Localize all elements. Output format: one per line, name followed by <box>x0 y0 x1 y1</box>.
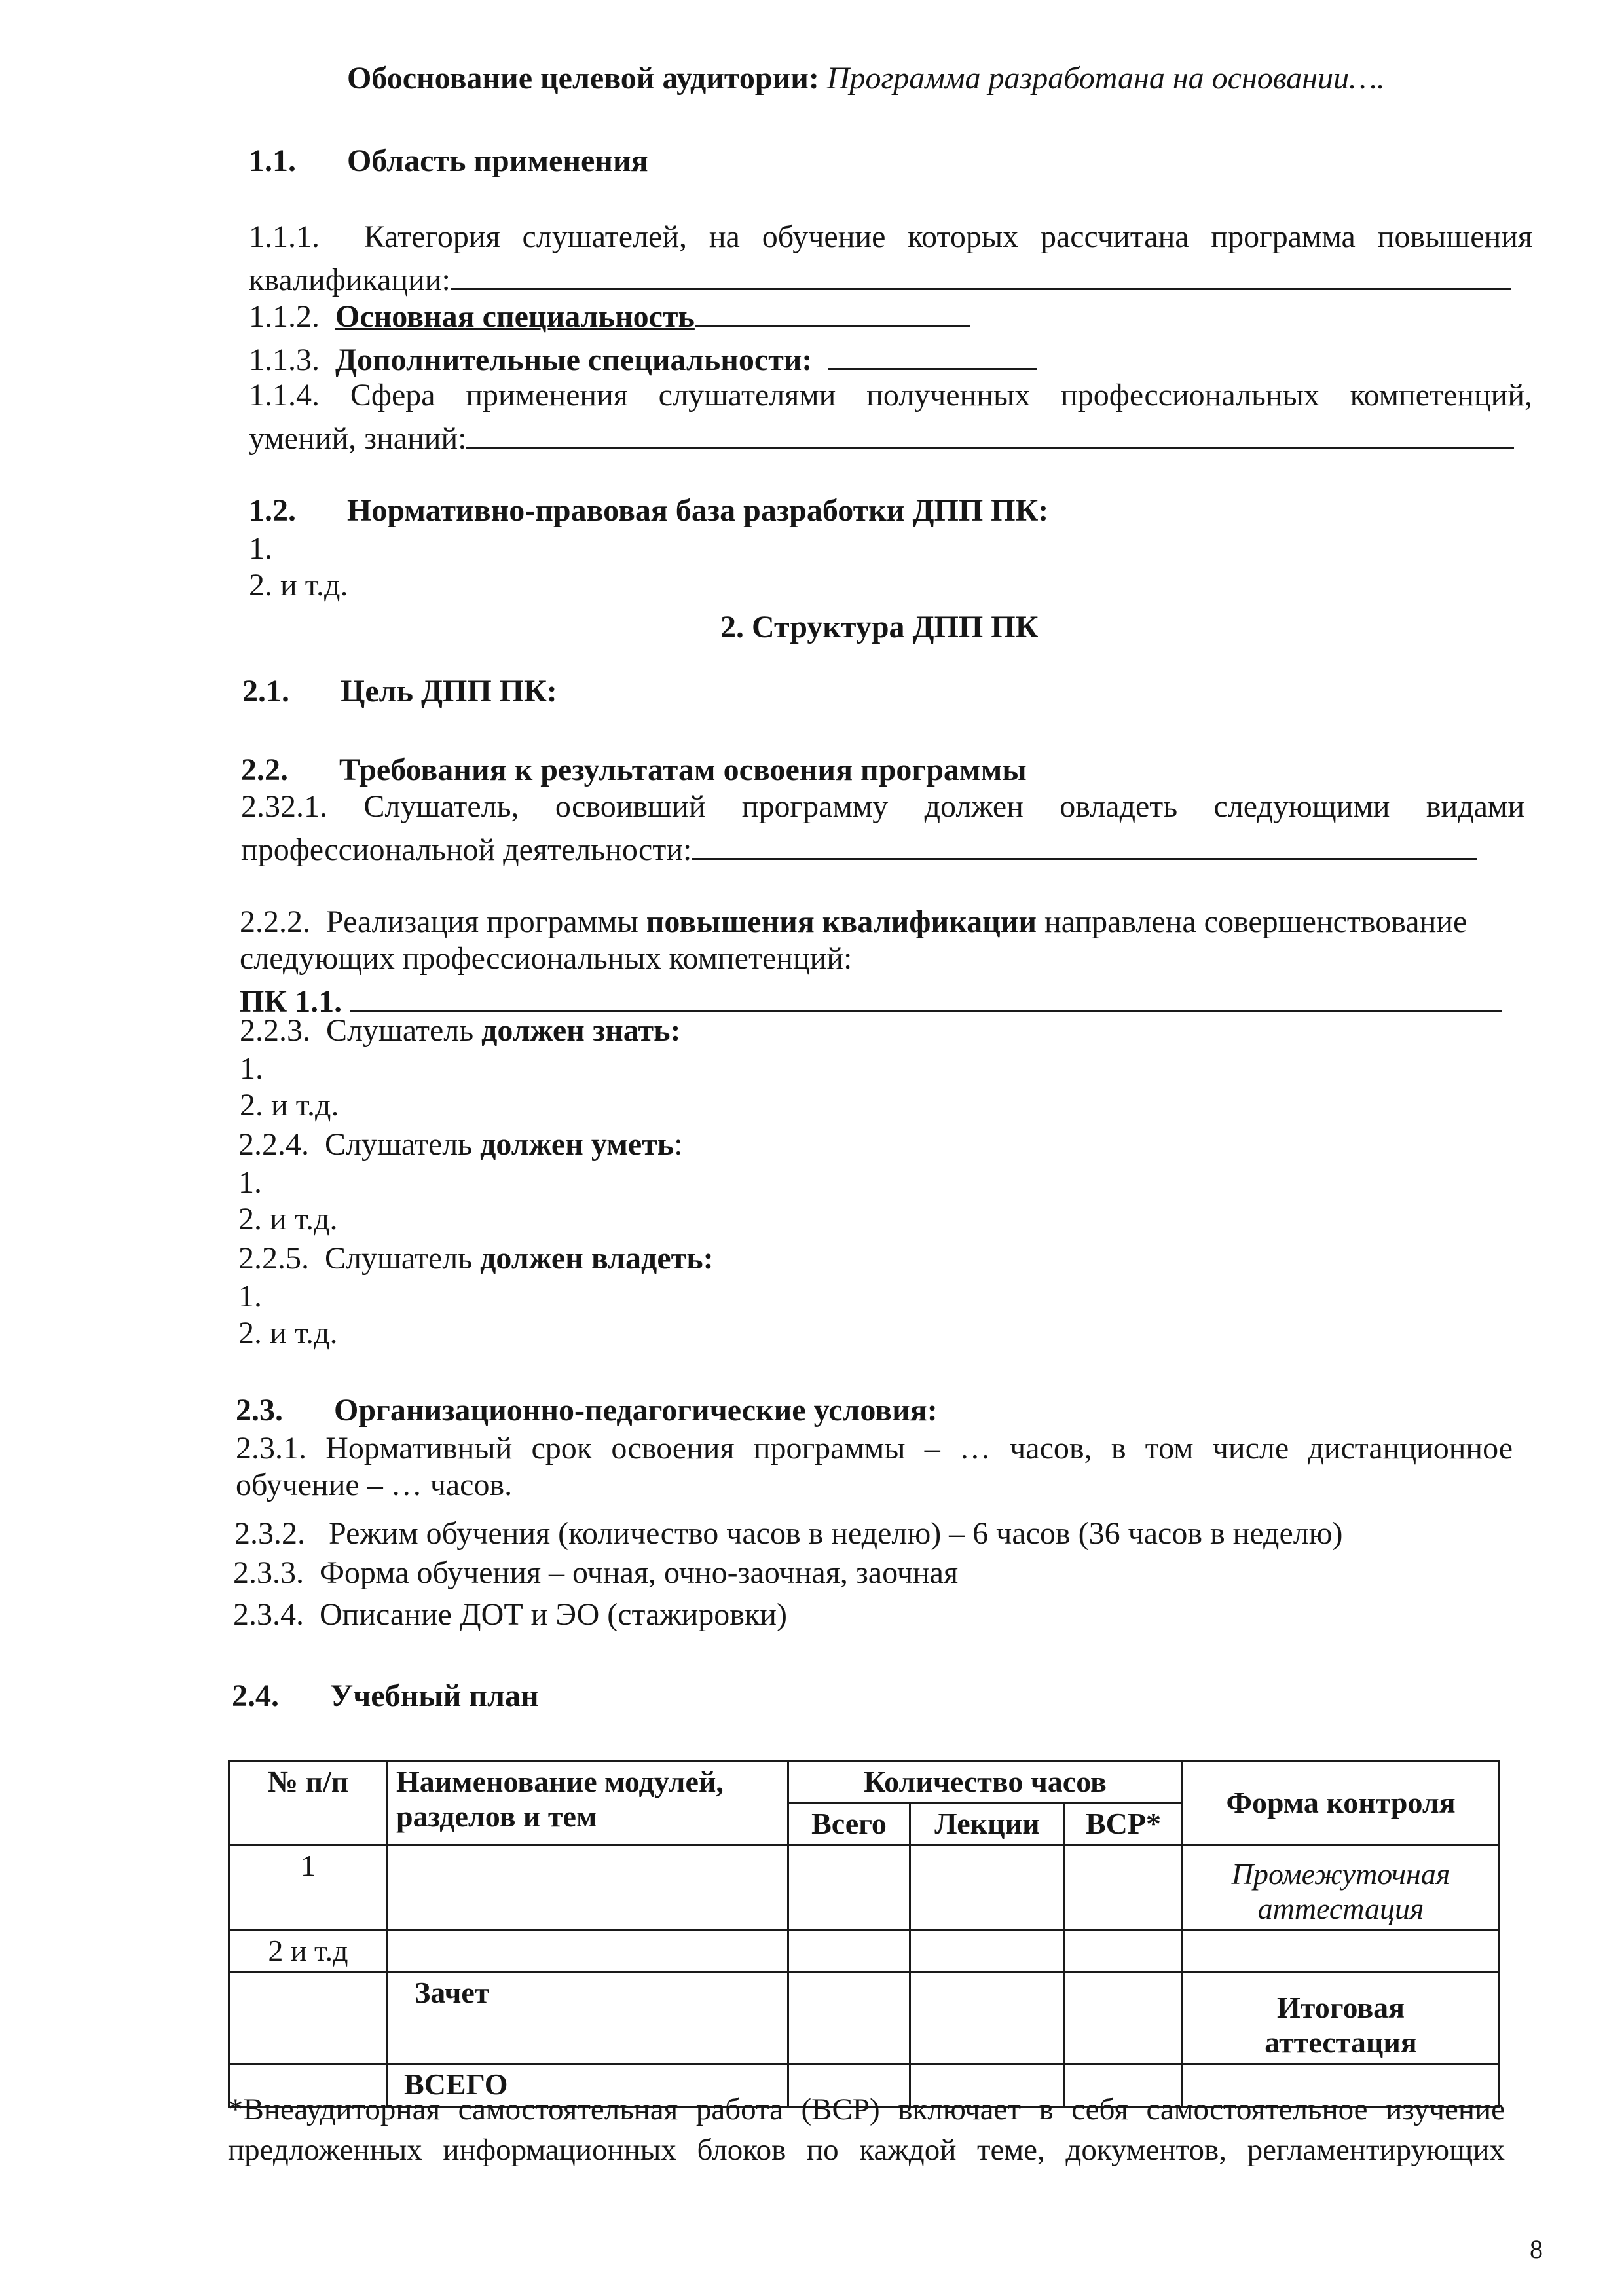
fill-in-line <box>828 335 1037 370</box>
cell-total <box>788 1930 910 1972</box>
fill-in-line <box>466 414 1514 449</box>
item-number: 2.32.1. <box>241 789 327 824</box>
item-number: 2.2.5. <box>238 1241 309 1276</box>
list-item: 2. и т.д. <box>238 1316 338 1350</box>
item-number: 2.2.3. <box>240 1013 310 1048</box>
item-2-2-5 <box>238 1240 714 1276</box>
section-number: 2.2. <box>241 752 288 787</box>
cell-lectures <box>910 1845 1065 1930</box>
justification-label: Обоснование целевой аудитории: <box>347 61 819 96</box>
item-text: Слушатель, освоивший программу должен овладеть следующими видами <box>363 789 1525 824</box>
cell-control-form <box>1183 1845 1500 1930</box>
item-text: Реализация программы <box>326 904 646 939</box>
cell-vsr <box>1065 1972 1183 2064</box>
item-text: Режим обучения (количество часов в неделю) – 6 часов (36 часов в неделю) <box>329 1516 1343 1551</box>
cell-control-line: аттестация <box>1264 2025 1417 2059</box>
cell-vsr <box>1065 1930 1183 1972</box>
curriculum-table <box>228 1760 1500 2108</box>
section-title: Цель ДПП ПК: <box>341 674 557 709</box>
item-text: Слушатель <box>326 1013 482 1048</box>
section-1-2-heading <box>249 492 1048 528</box>
cell-control-line: Промежуточная <box>1231 1857 1450 1891</box>
item-text: Слушатель <box>325 1127 481 1162</box>
item-number: 1.1.4. <box>249 378 320 413</box>
item-number: 1.1.3. <box>249 343 320 377</box>
fill-in-line <box>692 825 1477 860</box>
item-number: 2.2.2. <box>240 904 310 939</box>
cell-number <box>229 1972 388 2064</box>
header-lectures: Лекции <box>910 1803 1065 1845</box>
item-text: Нормативный срок освоения программы – … часов, в том числе дистанционное <box>325 1431 1513 1466</box>
item-2-32-1-line1 <box>241 788 1524 824</box>
item-1-1-3 <box>249 335 1037 378</box>
section-title: Требования к результатам освоения программы <box>339 752 1027 787</box>
item-text: Слушатель <box>325 1241 481 1276</box>
cell-number: 1 <box>229 1845 388 1930</box>
cell-control-line: аттестация <box>1257 1891 1424 1925</box>
item-2-3-2 <box>234 1515 1343 1551</box>
header-hours: Количество часов <box>788 1762 1183 1804</box>
item-number: 2.2.4. <box>238 1127 309 1162</box>
header-name-line: Наименование модулей, <box>396 1765 724 1798</box>
fill-in-line <box>451 255 1511 290</box>
list-item: 2. и т.д. <box>249 568 348 602</box>
target-audience-justification <box>347 60 1385 96</box>
item-text: направлена совершенствование <box>1037 904 1467 939</box>
item-text-bold: должен уметь <box>480 1127 674 1162</box>
list-item: 1. <box>238 1165 262 1200</box>
item-text: умений, знаний: <box>249 421 467 456</box>
list-item: 2. и т.д. <box>238 1202 338 1236</box>
cell-lectures <box>910 1930 1065 1972</box>
section-number: 1.2. <box>249 493 296 528</box>
item-2-2-4 <box>238 1126 683 1162</box>
page-number: 8 <box>1530 2234 1543 2264</box>
section-2-2-heading <box>241 752 1027 788</box>
item-1-1-4-line1 <box>249 377 1532 413</box>
section-number: 2.4. <box>232 1678 279 1713</box>
item-number: 1.1.2. <box>249 299 320 334</box>
section-title: Учебный план <box>330 1678 539 1713</box>
cell-name <box>388 1845 788 1930</box>
section-number: 2.3. <box>236 1393 283 1428</box>
section-2-4-heading <box>232 1678 539 1714</box>
section-title: Нормативно-правовая база разработки ДПП ПК: <box>347 493 1049 528</box>
section-title: Организационно-педагогические условия: <box>334 1393 938 1428</box>
fill-in-line <box>350 977 1502 1012</box>
item-text: профессиональной деятельности: <box>241 832 692 867</box>
item-2-3-3 <box>233 1555 958 1591</box>
table-row <box>229 1845 1500 1930</box>
header-number: № п/п <box>229 1762 388 1845</box>
footnote-line: *Внеаудиторная самостоятельная работа (ВСР) включает в себя самостоятельное изучение <box>228 2092 1505 2126</box>
section-1-1-heading <box>249 143 648 179</box>
section-number: 2.1. <box>242 674 289 709</box>
table-row <box>229 1930 1500 1972</box>
header-control-form: Форма контроля <box>1183 1762 1500 1845</box>
header-name-line: разделов и тем <box>396 1799 597 1833</box>
item-text: Форма обучения – очная, очно-заочная, заочная <box>320 1555 959 1590</box>
footnote-line: предложенных информационных блоков по каждой теме, документов, регламентирующих <box>228 2133 1505 2168</box>
item-text: : <box>674 1127 683 1162</box>
item-1-1-2 <box>249 292 970 335</box>
item-2-2-2-line2: следующих профессиональных компетенций: <box>240 941 853 976</box>
cell-control-form <box>1183 1930 1500 1972</box>
item-2-2-3 <box>240 1012 680 1048</box>
cell-total <box>788 1972 910 2064</box>
cell-name: Зачет <box>388 1972 788 2064</box>
item-number: 2.3.2. <box>234 1516 305 1551</box>
item-1-1-4-line2 <box>249 414 1514 456</box>
competency-code: ПК 1.1. <box>240 984 342 1019</box>
item-number: 1.1.1. <box>249 219 320 254</box>
item-2-3-1-line2: обучение – … часов. <box>236 1468 513 1502</box>
cell-total <box>788 1845 910 1930</box>
cell-name <box>388 1930 788 1972</box>
item-text-bold: должен знать: <box>481 1013 681 1048</box>
item-text: Сфера применения слушателями полученных профессиональных компетенций, <box>350 378 1533 413</box>
item-1-1-1-line1 <box>249 219 1532 255</box>
item-number: 2.3.1. <box>236 1431 306 1466</box>
header-name <box>388 1762 788 1845</box>
cell-vsr <box>1065 1845 1183 1930</box>
item-2-3-1-line1 <box>236 1430 1513 1466</box>
item-text-bold: должен владеть: <box>480 1241 714 1276</box>
fill-in-line <box>695 292 970 327</box>
item-text: Основная специальность <box>335 299 695 334</box>
table-header-row <box>229 1762 1500 1804</box>
item-text: Категория слушателей, на обучение которых рассчитана программа повышения <box>363 219 1532 254</box>
item-2-2-2-line1 <box>240 904 1467 940</box>
cell-control-line: Итоговая <box>1276 1990 1405 2024</box>
section-2-heading: 2. Структура ДПП ПК <box>720 610 1039 644</box>
item-2-3-4 <box>233 1597 787 1633</box>
list-item: 1. <box>238 1279 262 1314</box>
item-text: Дополнительные специальности: <box>335 343 813 377</box>
item-number: 2.3.3. <box>233 1555 304 1590</box>
item-number: 2.3.4. <box>233 1597 304 1632</box>
cell-number: 2 и т.д <box>229 1930 388 1972</box>
table-row <box>229 1972 1500 2064</box>
item-text: Описание ДОТ и ЭО (стажировки) <box>320 1597 787 1632</box>
section-2-3-heading <box>236 1392 938 1428</box>
section-title: Область применения <box>347 143 648 178</box>
list-item: 1. <box>249 531 272 566</box>
section-number: 1.1. <box>249 143 296 178</box>
cell-control-form <box>1183 1972 1500 2064</box>
header-total: Всего <box>788 1803 910 1845</box>
item-2-32-1-line2 <box>241 825 1477 868</box>
list-item: 1. <box>240 1051 263 1086</box>
cell-lectures <box>910 1972 1065 2064</box>
list-item: 2. и т.д. <box>240 1088 339 1122</box>
header-vsr: ВСР* <box>1065 1803 1183 1845</box>
section-2-1-heading <box>242 673 557 709</box>
item-text-bold: повышения квалификации <box>646 904 1037 939</box>
item-text: квалификации: <box>249 263 451 297</box>
footnote <box>228 2089 1505 2170</box>
cell-name: ВСЕГО <box>388 2064 788 2107</box>
justification-value: Программа разработана на основании…. <box>826 61 1385 96</box>
